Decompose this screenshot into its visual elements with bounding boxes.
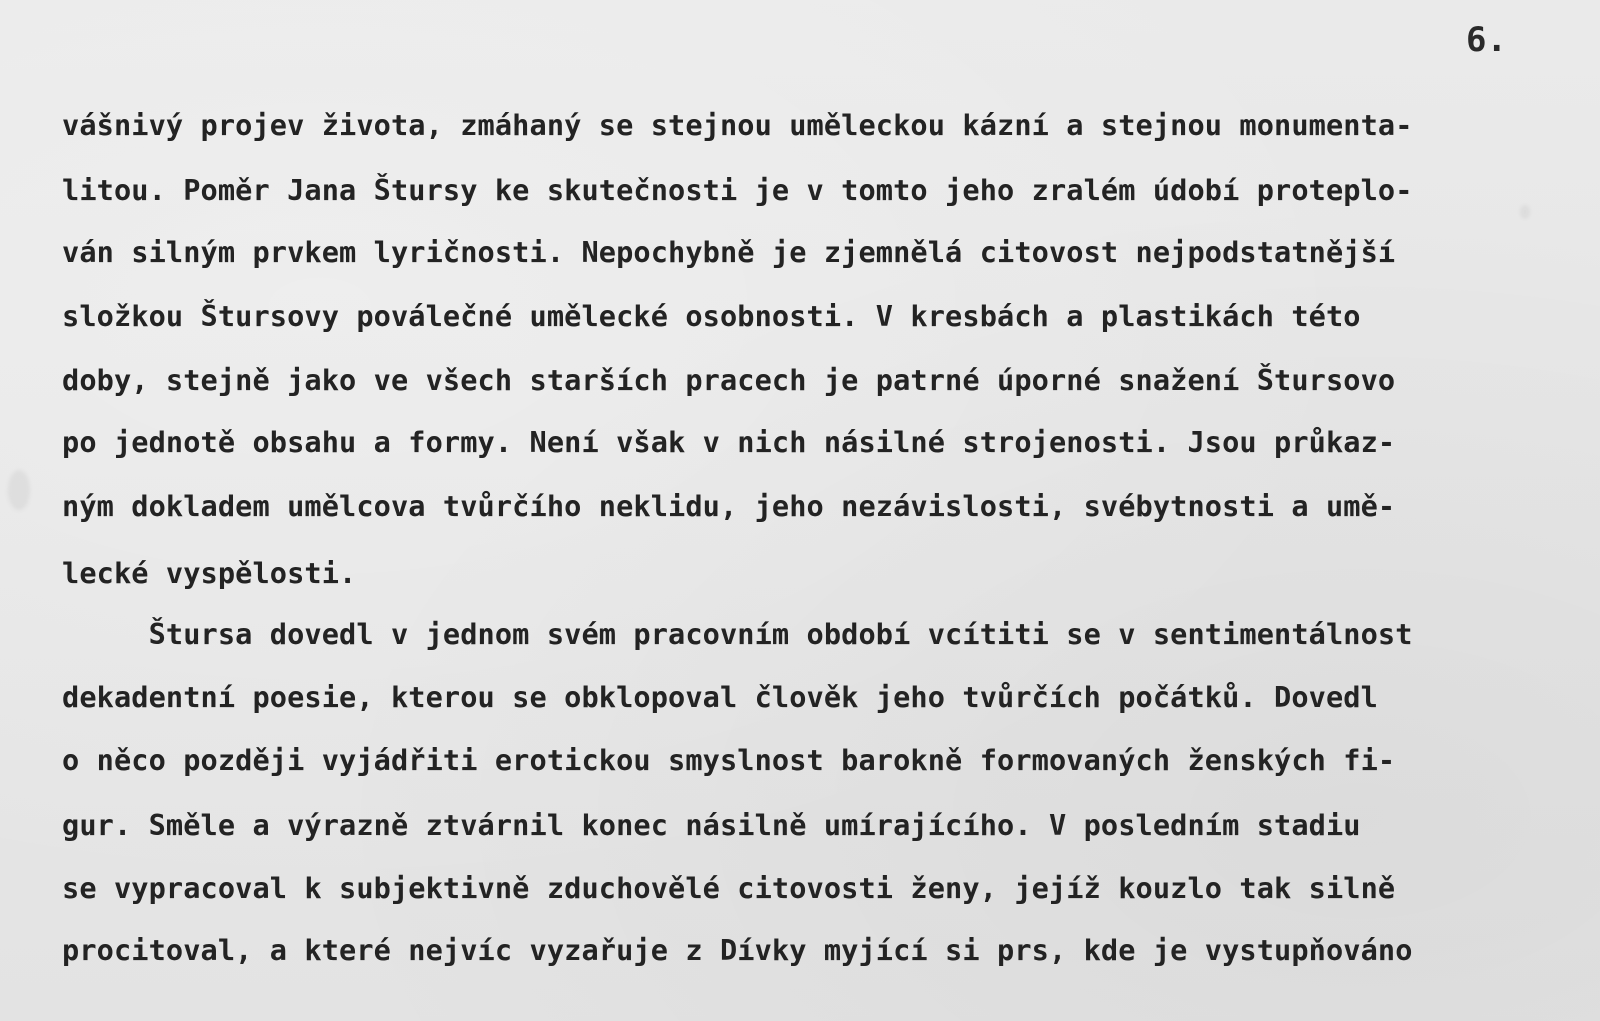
text-line: ván silným prvkem lyričnosti. Nepochybně je zjemnělá citovost nejpodstatnější	[62, 235, 1396, 269]
text-line: litou. Poměr Jana Štursy ke skutečnosti je v tomto jeho zralém údobí proteplo-	[62, 173, 1413, 207]
text-line: dekadentní poesie, kterou se obklopoval člověk jeho tvůrčích počátků. Dovedl	[62, 680, 1378, 714]
paragraph-first-line: Štursa dovedl v jednom svém pracovním období vcítiti se v sentimentálnost	[62, 617, 1413, 651]
page-number: 6.	[1466, 20, 1507, 60]
text-line: se vypracoval k subjektivně zduchovělé citovosti ženy, jejíž kouzlo tak silně	[62, 871, 1396, 905]
text-line: ným dokladem umělcova tvůrčího neklidu, jeho nezávislosti, svébytnosti a umě-	[62, 489, 1396, 523]
text-line: složkou Štursovy poválečné umělecké osobnosti. V kresbách a plastikách této	[62, 299, 1361, 333]
text-line: procitoval, a které nejvíc vyzařuje z Dívky myjící si prs, kde je vystupňováno	[62, 933, 1413, 967]
paper-smudge	[1520, 205, 1530, 219]
paper-smudge	[8, 470, 30, 510]
text-line: lecké vyspělosti.	[62, 556, 357, 590]
text-line: vášnivý projev života, zmáhaný se stejnou uměleckou kázní a stejnou monumenta-	[62, 108, 1413, 142]
text-line: doby, stejně jako ve všech starších pracech je patrné úporné snažení Štursovo	[62, 363, 1396, 397]
text-line: o něco později vyjádřiti erotickou smyslnost barokně formovaných ženských fi-	[62, 743, 1396, 777]
text-line: gur. Směle a výrazně ztvárnil konec násilně umírajícího. V posledním stadiu	[62, 808, 1361, 842]
text-line: po jednotě obsahu a formy. Není však v nich násilné strojenosti. Jsou průkaz-	[62, 425, 1396, 459]
